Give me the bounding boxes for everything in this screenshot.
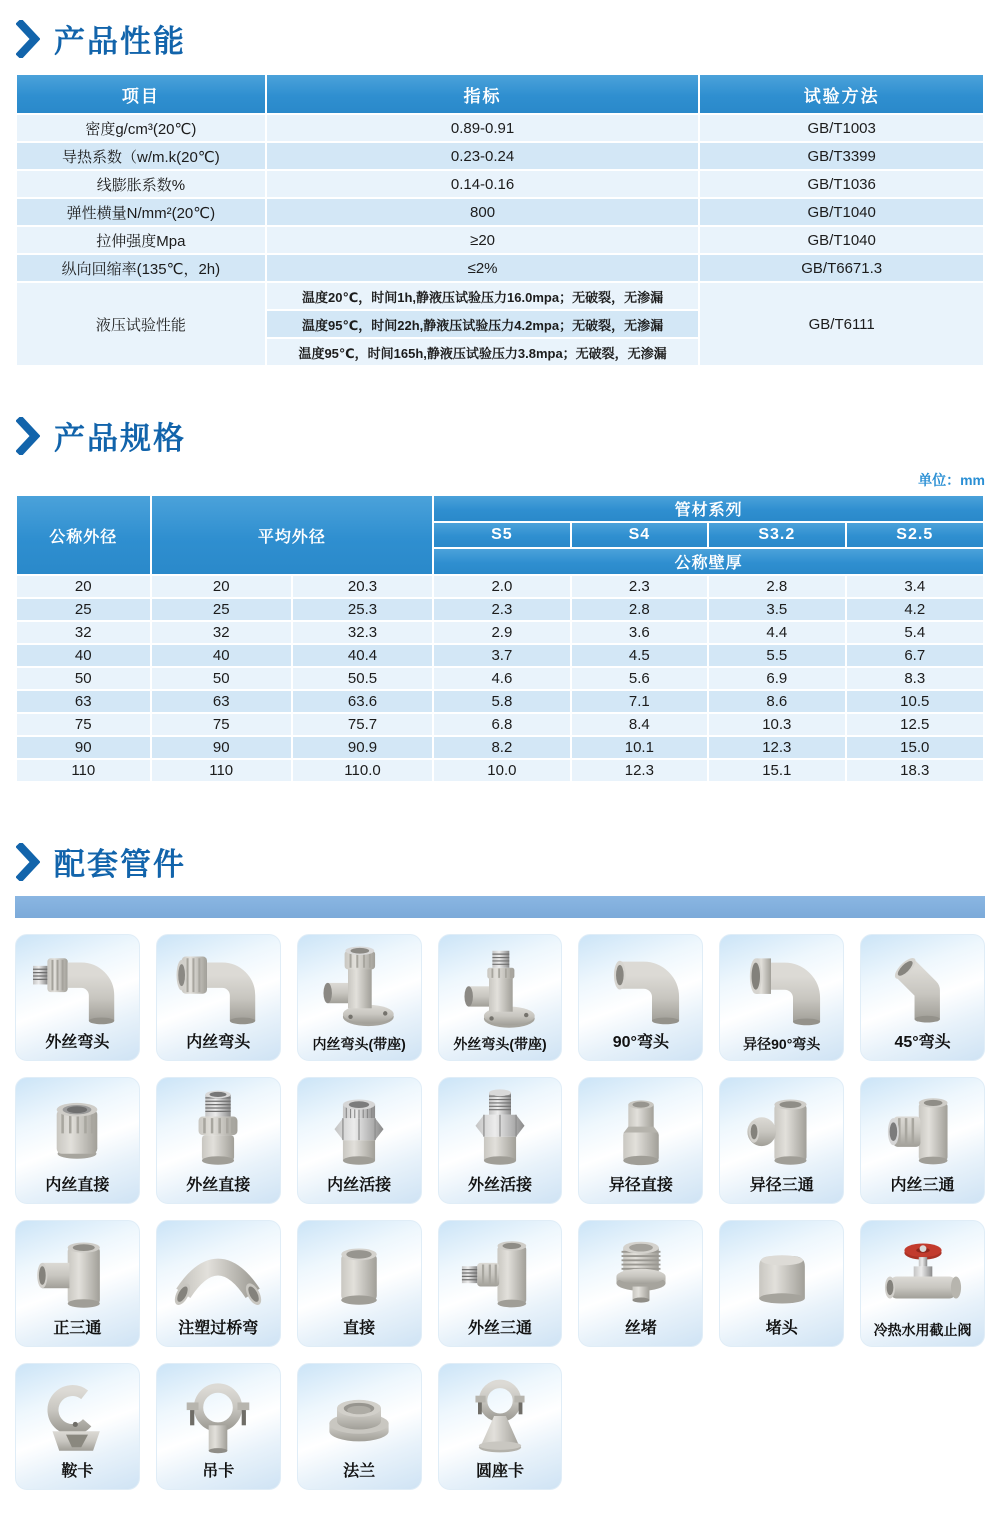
fitting-card (15, 1077, 140, 1204)
fitting-label: 吊卡 (202, 1463, 235, 1480)
fitting-card (860, 934, 985, 1061)
table-cell: 2.9 (433, 621, 570, 644)
page-section-title: 产品规格 (54, 421, 186, 456)
unit-row (15, 470, 985, 490)
series-s32-header: S3.2 (708, 522, 845, 548)
fitting-label: 鞍卡 (61, 1463, 94, 1480)
table-cell: 8.4 (571, 713, 708, 736)
elbow-90-reducing-icon (720, 935, 843, 1037)
table-cell: ≤2% (266, 254, 700, 282)
fitting-label: 外丝三通 (467, 1320, 532, 1337)
table-cell: 40.4 (292, 644, 433, 667)
fitting-label: 圆座卡 (475, 1463, 524, 1480)
table-cell: 6.9 (708, 667, 845, 690)
fitting-card (156, 1077, 281, 1204)
table-row (16, 690, 984, 713)
table-cell: 拉伸强度Mpa (16, 226, 266, 254)
column-header-pipe-series: 管材系列 (433, 495, 984, 522)
fitting-card (15, 1220, 140, 1347)
chevron-right-icon (16, 20, 40, 58)
table-row (16, 667, 984, 690)
table-cell: 5.5 (708, 644, 845, 667)
section-divider-bar (15, 896, 985, 918)
fitting-card (297, 934, 422, 1061)
elbow-male-seat-icon (439, 935, 562, 1037)
fitting-label: 内丝直接 (45, 1177, 110, 1194)
fitting-card (719, 1077, 844, 1204)
hanging-clamp-icon (157, 1364, 280, 1464)
table-cell: 5.8 (433, 690, 570, 713)
table-cell: 20 (16, 575, 151, 598)
coupling-reducing-icon (579, 1078, 702, 1178)
table-row (16, 198, 984, 226)
fitting-label: 正三通 (53, 1320, 102, 1337)
hydraulic-condition-cell: 温度20℃，时间1h,静液压试验压力16.0mpa；无破裂，无渗漏 (266, 282, 700, 310)
fitting-card (297, 1220, 422, 1347)
table-cell: 90 (16, 736, 151, 759)
tee-icon (16, 1221, 139, 1321)
fitting-card (297, 1077, 422, 1204)
hydraulic-method-cell: GB/T6111 (699, 282, 984, 366)
section-performance-title (16, 16, 1000, 61)
chevron-right-icon (16, 417, 40, 455)
table-cell: 8.2 (433, 736, 570, 759)
column-header-wall-thickness: 公称壁厚 (433, 548, 984, 575)
table-cell: 50.5 (292, 667, 433, 690)
table-cell: GB/T1040 (699, 198, 984, 226)
fitting-label: 异径90°弯头 (743, 1036, 821, 1052)
page-section-title: 配套管件 (54, 847, 186, 882)
table-cell: 8.6 (708, 690, 845, 713)
table-row (16, 621, 984, 644)
table-cell: 0.23-0.24 (266, 142, 700, 170)
table-cell: 2.3 (571, 575, 708, 598)
flange-icon (298, 1364, 421, 1464)
coupling-male-icon (157, 1078, 280, 1178)
series-s4-header: S4 (571, 522, 708, 548)
table-cell: 3.4 (846, 575, 984, 598)
union-male-icon (439, 1078, 562, 1178)
table-cell: 2.3 (433, 598, 570, 621)
table-cell: ≥20 (266, 226, 700, 254)
table-cell: 20.3 (292, 575, 433, 598)
fitting-label: 外丝直接 (186, 1177, 251, 1194)
table-cell: 4.5 (571, 644, 708, 667)
elbow-45-icon (861, 935, 984, 1035)
table-row (16, 282, 984, 310)
fitting-label: 异径三通 (749, 1177, 814, 1194)
table-cell: GB/T6671.3 (699, 254, 984, 282)
table-row (16, 575, 984, 598)
table-cell: 75 (151, 713, 292, 736)
hydraulic-item-cell: 液压试验性能 (16, 282, 266, 366)
table-cell: 10.3 (708, 713, 845, 736)
table-row (16, 142, 984, 170)
table-row (16, 170, 984, 198)
table-cell: 导热系数（w/m.k(20℃) (16, 142, 266, 170)
column-header-nominal-od: 公称外径 (16, 495, 151, 575)
table-row (16, 736, 984, 759)
column-header-item: 项目 (16, 74, 266, 114)
fitting-label: 异径直接 (608, 1177, 673, 1194)
page-section-title: 产品性能 (54, 24, 186, 59)
table-cell: 40 (151, 644, 292, 667)
table-cell: GB/T3399 (699, 142, 984, 170)
table-cell: 20 (151, 575, 292, 598)
table-cell: 75 (16, 713, 151, 736)
table-row (16, 713, 984, 736)
fitting-card (860, 1220, 985, 1347)
table-cell: 0.14-0.16 (266, 170, 700, 198)
table-cell: 63 (151, 690, 292, 713)
fitting-label: 内丝弯头(带座) (312, 1036, 406, 1052)
fitting-label: 45°弯头 (894, 1034, 951, 1051)
fitting-card (438, 1220, 563, 1347)
fitting-card (156, 1363, 281, 1490)
fitting-label: 直接 (343, 1320, 376, 1337)
table-cell: 32 (16, 621, 151, 644)
table-cell: 4.4 (708, 621, 845, 644)
table-cell: 15.1 (708, 759, 845, 782)
column-header-method: 试验方法 (699, 74, 984, 114)
cap-icon (720, 1221, 843, 1321)
table-cell: 32 (151, 621, 292, 644)
fitting-card (297, 1363, 422, 1490)
table-cell: 18.3 (846, 759, 984, 782)
fitting-label: 内丝弯头 (186, 1034, 251, 1051)
table-cell: 63 (16, 690, 151, 713)
section-fittings-title (16, 839, 1000, 884)
table-cell: 15.0 (846, 736, 984, 759)
table-cell: 12.3 (571, 759, 708, 782)
fitting-card (438, 1077, 563, 1204)
table-cell: 800 (266, 198, 700, 226)
fitting-label: 堵头 (765, 1320, 798, 1337)
table-cell: 25.3 (292, 598, 433, 621)
elbow-female-icon (157, 935, 280, 1035)
tee-female-icon (861, 1078, 984, 1178)
fitting-card (156, 934, 281, 1061)
specification-table (15, 494, 985, 783)
elbow-female-seat-icon (298, 935, 421, 1037)
table-cell: 8.3 (846, 667, 984, 690)
spec-header-row-1 (16, 495, 984, 522)
elbow-male-icon (16, 935, 139, 1035)
fitting-card (578, 1077, 703, 1204)
fittings-grid (15, 934, 985, 1490)
union-female-icon (298, 1078, 421, 1178)
table-cell: GB/T1036 (699, 170, 984, 198)
column-header-indicator: 指标 (266, 74, 700, 114)
elbow-90-icon (579, 935, 702, 1035)
table-cell: 纵向回缩率(135℃，2h) (16, 254, 266, 282)
table-cell: 3.6 (571, 621, 708, 644)
table-cell: 6.8 (433, 713, 570, 736)
table-cell: 7.1 (571, 690, 708, 713)
fitting-card (15, 934, 140, 1061)
fitting-label: 90°弯头 (612, 1034, 669, 1051)
fitting-label: 冷热水用截止阀 (873, 1322, 972, 1338)
table-cell: 12.3 (708, 736, 845, 759)
table-cell: 3.7 (433, 644, 570, 667)
performance-table (15, 73, 985, 367)
table-cell: 50 (151, 667, 292, 690)
table-cell: 63.6 (292, 690, 433, 713)
table-row (16, 114, 984, 142)
table-row (16, 598, 984, 621)
hydraulic-condition-cell: 温度95℃，时间22h,静液压试验压力4.2mpa；无破裂，无渗漏 (266, 310, 700, 338)
table-cell: 110 (16, 759, 151, 782)
coupling-icon (298, 1221, 421, 1321)
table-row (16, 254, 984, 282)
fitting-card (719, 934, 844, 1061)
fitting-card (438, 934, 563, 1061)
table-cell: 50 (16, 667, 151, 690)
table-cell: 3.5 (708, 598, 845, 621)
fitting-label: 外丝活接 (467, 1177, 532, 1194)
table-cell: 4.6 (433, 667, 570, 690)
table-cell: 75.7 (292, 713, 433, 736)
fitting-label: 法兰 (343, 1463, 376, 1480)
fitting-card (578, 1220, 703, 1347)
series-s5-header: S5 (433, 522, 570, 548)
threaded-plug-icon (579, 1221, 702, 1321)
table-cell: 10.1 (571, 736, 708, 759)
table-cell: 5.6 (571, 667, 708, 690)
table-cell: 弹性横量N/mm²(20℃) (16, 198, 266, 226)
fitting-label: 内丝三通 (890, 1177, 955, 1194)
table-row (16, 644, 984, 667)
table-cell: 90.9 (292, 736, 433, 759)
table-cell: 110.0 (292, 759, 433, 782)
table-cell: 25 (151, 598, 292, 621)
tee-reducing-icon (720, 1078, 843, 1178)
table-cell: 2.8 (708, 575, 845, 598)
fitting-card (156, 1220, 281, 1347)
chevron-right-icon (16, 843, 40, 881)
bridge-bend-icon (157, 1221, 280, 1321)
round-seat-clamp-icon (439, 1364, 562, 1464)
fitting-card (719, 1220, 844, 1347)
table-cell: 线膨胀系数% (16, 170, 266, 198)
table-cell: 2.8 (571, 598, 708, 621)
table-cell: 10.5 (846, 690, 984, 713)
section-specs-title (16, 413, 1000, 458)
table-cell: 40 (16, 644, 151, 667)
table-cell: 5.4 (846, 621, 984, 644)
fitting-label: 外丝弯头(带座) (453, 1036, 547, 1052)
fitting-label: 注塑过桥弯 (178, 1320, 259, 1337)
table-cell: 90 (151, 736, 292, 759)
fitting-label: 外丝弯头 (45, 1034, 110, 1051)
table-cell: 0.89-0.91 (266, 114, 700, 142)
column-header-average-od: 平均外径 (151, 495, 434, 575)
table-cell: 2.0 (433, 575, 570, 598)
table-cell: 4.2 (846, 598, 984, 621)
table-cell: 110 (151, 759, 292, 782)
saddle-clamp-icon (16, 1364, 139, 1464)
fitting-card (578, 934, 703, 1061)
coupling-female-icon (16, 1078, 139, 1178)
table-cell: 25 (16, 598, 151, 621)
table-cell: 6.7 (846, 644, 984, 667)
performance-header-row (16, 74, 984, 114)
fitting-card (15, 1363, 140, 1490)
series-s25-header: S2.5 (846, 522, 984, 548)
hydraulic-condition-cell: 温度95℃，时间165h,静液压试验压力3.8mpa；无破裂，无渗漏 (266, 338, 700, 366)
table-row (16, 759, 984, 782)
table-cell: 12.5 (846, 713, 984, 736)
tee-male-icon (439, 1221, 562, 1321)
fitting-card (438, 1363, 563, 1490)
table-row (16, 226, 984, 254)
fitting-label: 内丝活接 (327, 1177, 392, 1194)
fitting-label: 丝堵 (624, 1320, 657, 1337)
table-cell: 32.3 (292, 621, 433, 644)
table-cell: GB/T1040 (699, 226, 984, 254)
stop-valve-icon (861, 1221, 984, 1323)
unit-label: 单位：mm (918, 472, 985, 488)
table-cell: 密度g/cm³(20℃) (16, 114, 266, 142)
table-cell: GB/T1003 (699, 114, 984, 142)
table-cell: 10.0 (433, 759, 570, 782)
fitting-card (860, 1077, 985, 1204)
